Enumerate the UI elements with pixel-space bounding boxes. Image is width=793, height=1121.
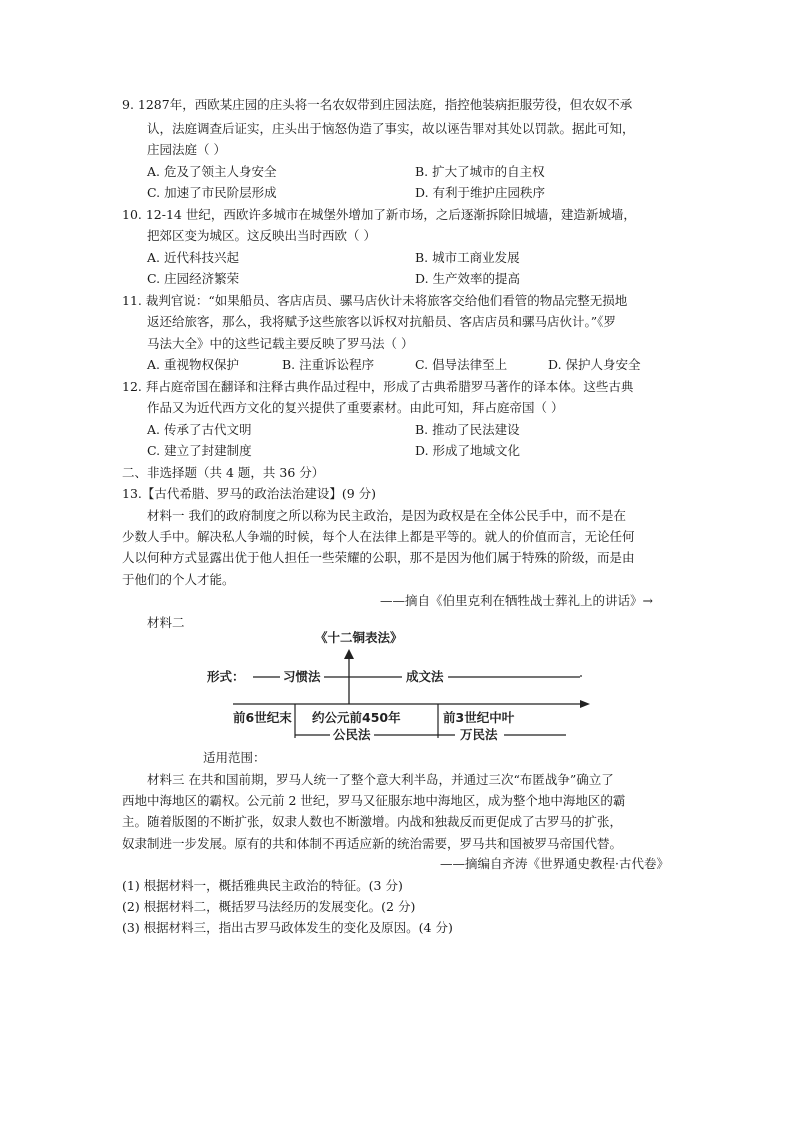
time-label-3rd-century-bc: 前3世纪中叶 <box>443 710 515 725</box>
q10-option-c: C. 庄园经济繁荣 <box>147 271 240 286</box>
material1-line4: 于他们的个人才能。 <box>122 572 235 587</box>
q13-title: 13.【古代希腊、罗马的政治法治建设】(9 分) <box>122 486 377 501</box>
material3-source: ——摘编自齐涛《世界通史教程·古代卷》 <box>440 856 669 871</box>
q12-option-b: B. 推动了民法建设 <box>415 422 520 437</box>
q11-line3: 马法大全》中的这些记载主要反映了罗马法（ ） <box>147 336 414 351</box>
law-of-nations-label: 万民法 <box>460 727 498 742</box>
material3-line1: 材料三 在共和国前期，罗马人统一了整个意大利半岛，并通过三次“布匿战争”确立了 <box>147 772 614 787</box>
subquestion-2: (2) 根据材料二，概括罗马法经历的发展变化。(2 分) <box>122 899 416 914</box>
q10-line2: 把郊区变为城区。这反映出当时西欧（ ） <box>147 228 376 243</box>
material1-line1: 材料一 我们的政府制度之所以称为民主政治，是因为政权是在全体公民手中，而不是在 <box>147 508 626 523</box>
material1-source: ——摘自《伯里克利在牺牲战士葬礼上的讲话》→ <box>380 593 653 608</box>
q10-line1: 10. 12-14 世纪，西欧许多城市在城堡外增加了新市场，之后逐渐拆除旧城墙，建造新城墙， <box>122 207 636 222</box>
q12-option-c: C. 建立了封建制度 <box>147 443 252 458</box>
material1-line3: 人以何种方式显露出优于他人担任一些荣耀的公职，那不是因为他们属于特殊的阶级，而是由 <box>122 550 635 565</box>
q11-option-b: B. 注重诉讼程序 <box>282 357 375 372</box>
q11-option-a: A. 重视物权保护 <box>147 357 239 372</box>
q12-line2: 作品又为近代西方文化的复兴提供了重要素材。由此可知，拜占庭帝国（ ） <box>147 400 564 415</box>
q11-option-c: C. 倡导法律至上 <box>415 357 508 372</box>
q10-option-a: A. 近代科技兴起 <box>147 250 239 265</box>
customary-law-label: 习惯法 <box>283 669 321 684</box>
time-label-450-bc: 约公元前450年 <box>312 710 401 725</box>
q9-line3: 庄园法庭（ ） <box>147 142 226 157</box>
subquestion-1: (1) 根据材料一，概括雅典民主政治的特征。(3 分) <box>122 878 403 893</box>
q9-option-a: A. 危及了领主人身安全 <box>147 164 277 179</box>
q10-option-d: D. 生产效率的提高 <box>415 271 521 286</box>
q9-option-b: B. 扩大了城市的自主权 <box>415 164 545 179</box>
citizen-law-label: 公民法 <box>333 727 371 742</box>
form-label: 形式： <box>207 669 245 684</box>
q9-line1: 9. 1287年，西欧某庄园的庄头将一名农奴带到庄园法庭，指控他装病拒服劳役，但农奴不承 <box>122 97 633 112</box>
section-heading: 二、非选择题（共 4 题，共 36 分） <box>122 465 325 480</box>
q10-option-b: B. 城市工商业发展 <box>415 250 520 265</box>
material2-label: 材料二 <box>147 615 185 630</box>
q12-option-d: D. 形成了地域文化 <box>415 443 521 458</box>
written-law-label: 成文法 <box>406 669 444 684</box>
q12-line1: 12. 拜占庭帝国在翻译和注释古典作品过程中，形成了古典希腊罗马著作的译本体。这些古典 <box>122 379 634 394</box>
material1-line2: 少数人手中。解决私人争端的时候，每个人在法律上都是平等的。就人的价值而言，无论任何 <box>122 529 635 544</box>
subquestion-3: (3) 根据材料三，指出古罗马政体发生的变化及原因。(4 分) <box>122 920 453 935</box>
q9-line2: 认，法庭调查后证实，庄头出于恼怒伪造了事实，故以诬告罪对其处以罚款。据此可知， <box>147 121 635 136</box>
time-label-6th-century-bc: 前6世纪末 <box>233 710 292 725</box>
twelve-tables-label: 《十二铜表法》 <box>315 630 403 645</box>
q12-option-a: A. 传承了古代文明 <box>147 422 252 437</box>
scope-label: 适用范围： <box>203 750 266 765</box>
material3-line4: 奴隶制进一步发展。原有的共和体制不再适应新的统治需要，罗马共和国被罗马帝国代替。 <box>122 836 623 851</box>
material3-line3: 主。随着版图的不断扩张，奴隶人数也不断激增。内战和独裁反而更促成了古罗马的扩张， <box>122 814 623 829</box>
q9-option-d: D. 有利于维护庄园秩序 <box>415 185 546 200</box>
material3-line2: 西地中海地区的霸权。公元前 2 世纪，罗马又征服东地中海地区，成为整个地中海地区的霸 <box>122 793 626 808</box>
q11-option-d: D. 保护人身安全 <box>548 357 641 372</box>
q9-option-c: C. 加速了市民阶层形成 <box>147 185 277 200</box>
q11-line1: 11. 裁判官说：“如果船员、客店店员、骡马店伙计未将旅客交给他们看管的物品完整无损地 <box>122 293 628 308</box>
q11-line2: 返还给旅客，那么，我将赋予这些旅客以诉权对抗船员、客店店员和骡马店伙计。”《罗 <box>147 314 616 329</box>
